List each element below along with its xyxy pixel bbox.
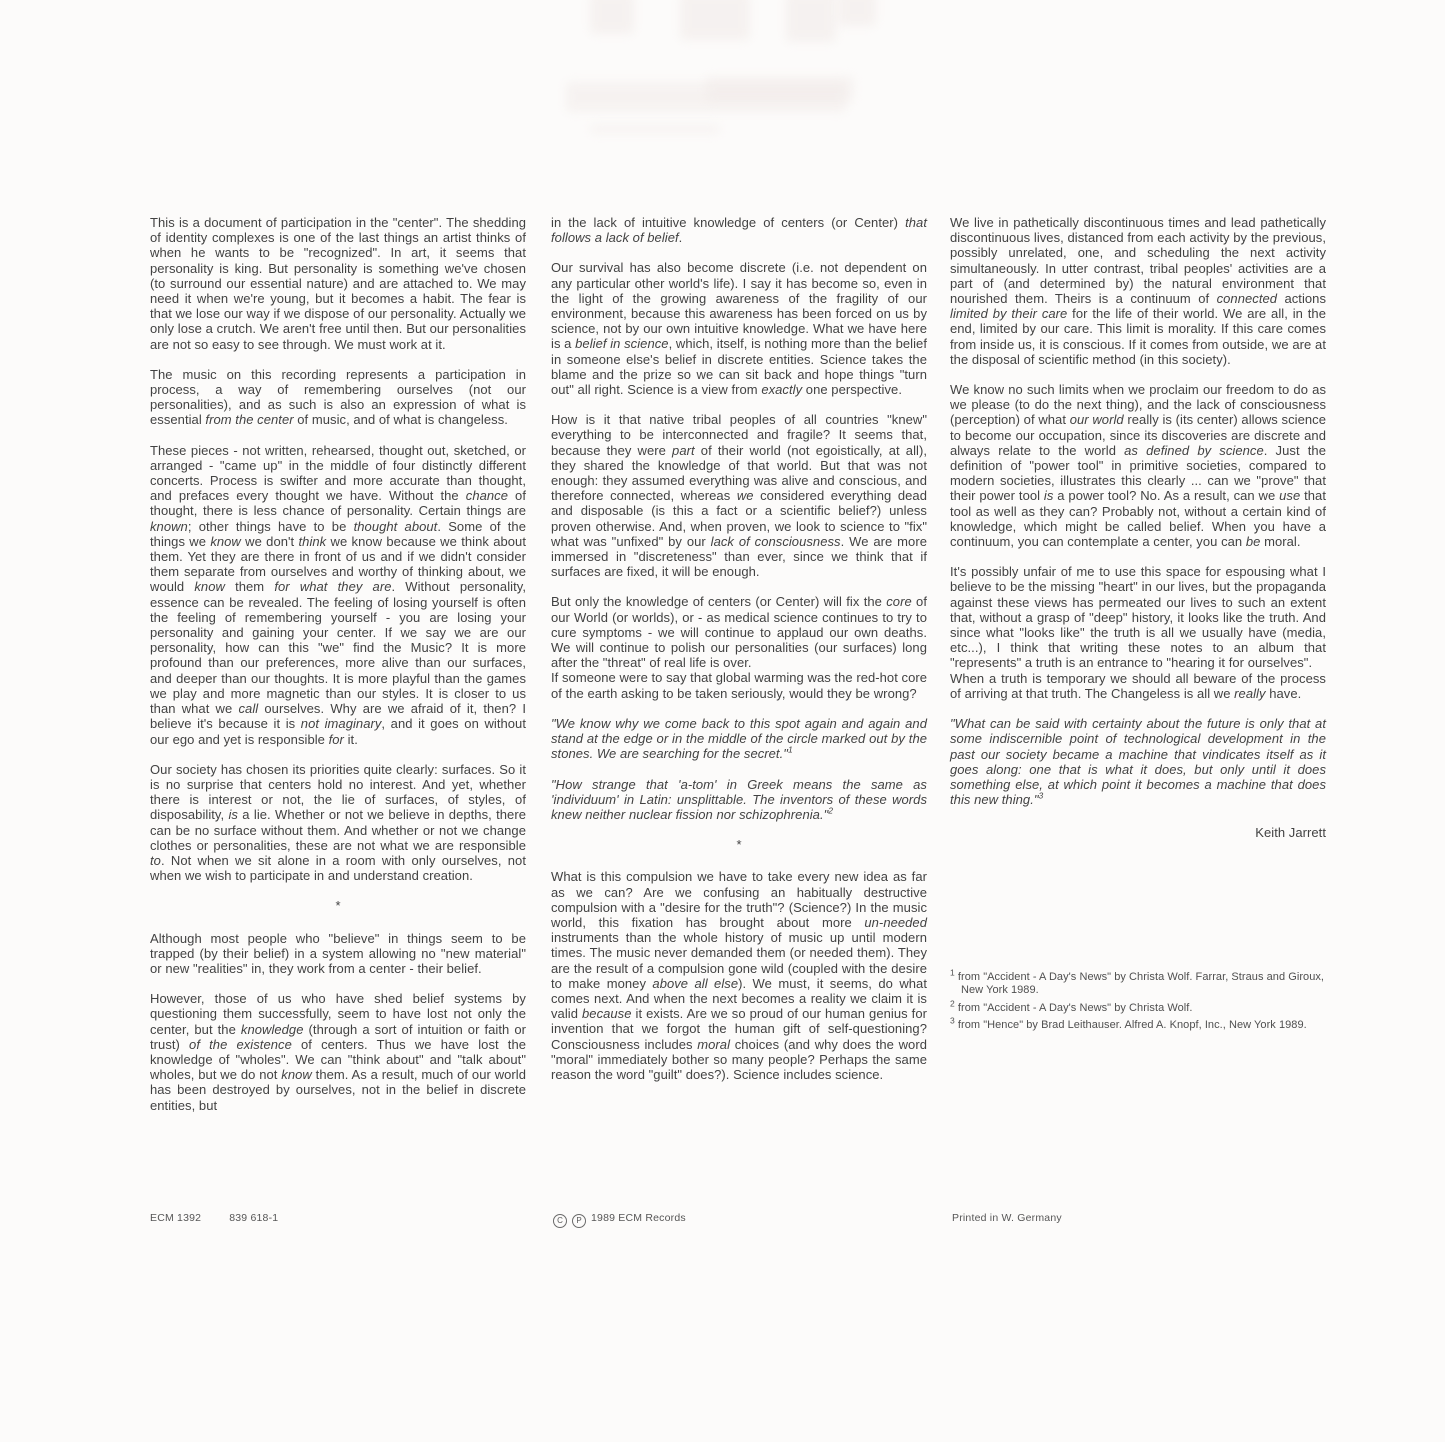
copyright-text: 1989 ECM Records xyxy=(591,1212,686,1224)
release-number: 839 618-1 xyxy=(229,1212,279,1224)
quote-paragraph: "We know why we come back to this spot again and again and stand at the edge or in the middle of the circle marked out by the stones. We are searching for the secret."$^1$ xyxy=(551,715,927,762)
printed-in: Printed in W. Germany xyxy=(952,1212,1062,1224)
footnote: $^2$ from "Accident - A Day's News" by Christa Wolf. xyxy=(950,997,1193,1014)
paragraph: Our survival has also become discrete (i.e. not dependent on any particular other world's life). I say it has become so, even in the light of the growing awareness of the fragility of our environment, because this awareness has been forced on us by science, not by our own intuitive knowledge. What we have here is a belief in science, which, itself, is nothing more than the belief in someone else's belief in discrete entities. Science takes the blame and the prize so we can sit back and hope things "turn out" all right. Science is a view from exactly one perspective. xyxy=(551,260,927,398)
paragraph: When a truth is temporary we should all beware of the process of arriving at that truth. The Changeless is all we really have. xyxy=(950,670,1326,701)
asterisk-separator: * xyxy=(335,898,341,914)
asterisk-separator: * xyxy=(736,837,742,853)
ghost-mark xyxy=(706,76,854,102)
text-column-1 xyxy=(150,215,526,1128)
paragraph: If someone were to say that global warming was the red-hot core of the earth asking to be taken seriously, would they be wrong? xyxy=(551,670,928,701)
paragraph: The music on this recording represents a participation in process, a way of remembering ourselves (not our personalities), and as such is also an expression of what is essential from the center of music, and of what is changeless. xyxy=(150,366,526,428)
ghost-mark xyxy=(786,0,836,42)
paragraph: These pieces - not written, rehearsed, thought out, sketched, or arranged - "came up" in the middle of four distinctly different concerts. Process is swifter and more accurate than thought, and prefaces every thought we have. Without the chance of thought, there is less chance of personality. Certain things are known; other things have to be thought about. Some of the things we know we don't think we know because we think about them. Yet they are there in front of us and if we didn't consider them separate from ourselves and worthy of thinking about, we would know them for what they are. Without personality, essence can be revealed. The feeling of losing yourself is often the feeling of remembering yourself - you are losing your personality and gaining your center. If we say we are our personality, how can this "we" find the Music? It is more profound than our preferences, more alive than our surfaces, and deeper than our thoughts. It is more playful than the games we play and more magnetic than our styles. It is closer to us than what we call ourselves. Why are we afraid of it, then? I believe it's because it is not imaginary, and it goes on without our ego and yet is responsible for it. xyxy=(150,442,527,747)
paragraph: Our society has chosen its priorities quite clearly: surfaces. So it is no surprise that centers hold no interest. And yet, whether there is interest or not, the lie of surfaces, of styles, of disposability, is a lie. Whether or not we believe in depths, there can be no surface without them. And whether or not we change clothes or personalities, these are not what we are responsible to. Not when we sit alone in a room with only ourselves, not when we wish to participate in and understand creation. xyxy=(150,761,526,884)
text-column-2 xyxy=(551,215,927,1097)
phonogram-icon: P xyxy=(572,1214,586,1228)
paragraph: What is this compulsion we have to take every new idea as far as we can? Are we confusing an habitually destructive compulsion with a "desire for the truth"? (Science?) In the music world, this fixation has brought about more un-needed instruments than the whole history of music up until modern times. The music never demanded them (or needed them). They are the result of a compulsion gone wild (coupled with the desire to make money above all else). We must, it seems, do what comes next. And when the next becomes a reality we claim it is valid because it exists. Are we so proud of our human genius for invention that we forgot the human gift of self-questioning? Consciousness includes moral choices (and why does the word "moral" immediately bother so many people? Perhaps the same reason the word "guilt" does?). Science includes science. xyxy=(551,869,928,1082)
text-column-3 xyxy=(950,215,1326,1037)
ghost-mark xyxy=(838,0,876,26)
paragraph: Although most people who "believe" in things seem to be trapped (by their belief) in a system allowing no "new material" or new "realities" in, they work from a center - their belief. xyxy=(150,930,526,976)
copyright-line xyxy=(553,1212,686,1228)
footnote: $^1$ from "Accident - A Day's News" by Christa Wolf. Farrar, Straus and Giroux, New York 1989. xyxy=(950,966,1325,997)
copyright-icon: C xyxy=(553,1214,567,1228)
paragraph: It's possibly unfair of me to use this space for espousing what I believe to be the missing "heart" in our lives, but the propaganda against these views has permeated our lives to such an extent that, without a grasp of "deep" history, it looks like the truth. And since what "looks like" the truth is all we usually have (media, etc...), I think that writing these notes to an album that "represents" a truth is an entrance to "hearing it for ourselves". xyxy=(950,564,1326,671)
paragraph: How is it that native tribal peoples of all countries "knew" everything to be interconnected and fragile? It seems that, because they were part of their world (not egoistically, at all), they shared the knowledge of that world. But that was not enough: they assumed everything was alive and conscious, and therefore connected, whereas we considered everything dead and disposable (is this a fact or a scientific belief?) unless proven otherwise. And, when proven, we look to science to "fix" what was "unfixed" by our lack of consciousness. We are more immersed in "discreteness" than ever, since we think that if surfaces are fixed, it will be enough. xyxy=(551,412,927,580)
signature: Keith Jarrett xyxy=(1255,825,1326,841)
ghost-mark xyxy=(590,0,634,34)
ghost-mark xyxy=(680,0,750,40)
footnotes xyxy=(950,966,1326,1033)
footnote: $^3$ from "Hence" by Brad Leithauser. Alfred A. Knopf, Inc., New York 1989. xyxy=(950,1015,1307,1032)
paragraph: We live in pathetically discontinuous times and lead pathetically discontinuous lives, distanced from each activity by the previous, possibly unrelated, one, and scheduling the next activity simultaneously. In utter contrast, tribal peoples' activities are a part of (and determined by) the natural environment that nourished them. Theirs is a continuum of connected actions limited by their care for the life of their world. We are all, in the end, limited by our care. This limit is morality. If this care comes from inside us, it is conscious. If it comes from outside, we are at the disposal of scientific method (in this society). xyxy=(950,215,1327,367)
paragraph: This is a document of participation in the "center". The shedding of identity complexes is one of the last things an artist thinks of when he wants to be "recognized". In art, it seems that personality is king. But personality is something we've chosen (to surround our essential nature) and are attached to. We may need it when we're young, but it becomes a habit. The fear is that we lose our way if we dispose of our personality. Actually we only lose a crutch. We aren't free until then. But our personalities are not so easy to see through. We must work at it. xyxy=(150,215,526,352)
quote-paragraph: "How strange that 'a-tom' in Greek means the same as 'individuum' in Latin: unsplittable. The inventors of these words knew neither nuclear fission nor schizophrenia."$^2$ xyxy=(551,776,927,822)
ghost-mark xyxy=(590,124,720,134)
paragraph: We know no such limits when we proclaim our freedom to do as we please (to do the next thing), and the lack of consciousness (perception) of what our world really is (its center) allows science to become our occupation, since its discoveries are discrete and always relate to the world as defined by science. Just the definition of "power tool" in primitive societies, compared to modern societies, illustrates this clearly ... can we "prove" that their power tool is a power tool? No. As a result, can we use that tool as well as they can? Probably not, without a certain kind of knowledge, which might be called belief. When you have a continuum, you can contemplate a center, you can be moral. xyxy=(950,382,1327,550)
quote-paragraph: "What can be said with certainty about the future is only that at some indiscernible point of technological development in the past our society became a machine that vindicates itself as it goes along: one that is what it does, but only until it does something else, at which point it becomes a machine that does this new thing."$^3$ xyxy=(950,716,1326,808)
paragraph: But only the knowledge of centers (or Center) will fix the core of our World (or worlds), or - as medical science continues to try to cure symptoms - we will continue to applaud our own deaths. We will continue to polish our personalities (our surfaces) long after the "threat" of real life is over. xyxy=(551,594,928,671)
catalog-label: ECM 1392 xyxy=(150,1212,202,1224)
paragraph: in the lack of intuitive knowledge of centers (or Center) that follows a lack of belief. xyxy=(551,215,927,246)
paragraph: However, those of us who have shed belief systems by questioning them successfully, seem to have lost not only the center, but the knowledge (through a sort of intuition or faith or trust) of the existence of centers. Thus we have lost the knowledge of "wholes". We can "think about" and "talk about" wholes, but we do not know them. As a result, much of our world has been destroyed by ourselves, not in the belief in discrete entities, but xyxy=(150,991,527,1113)
catalog-number xyxy=(150,1212,278,1224)
